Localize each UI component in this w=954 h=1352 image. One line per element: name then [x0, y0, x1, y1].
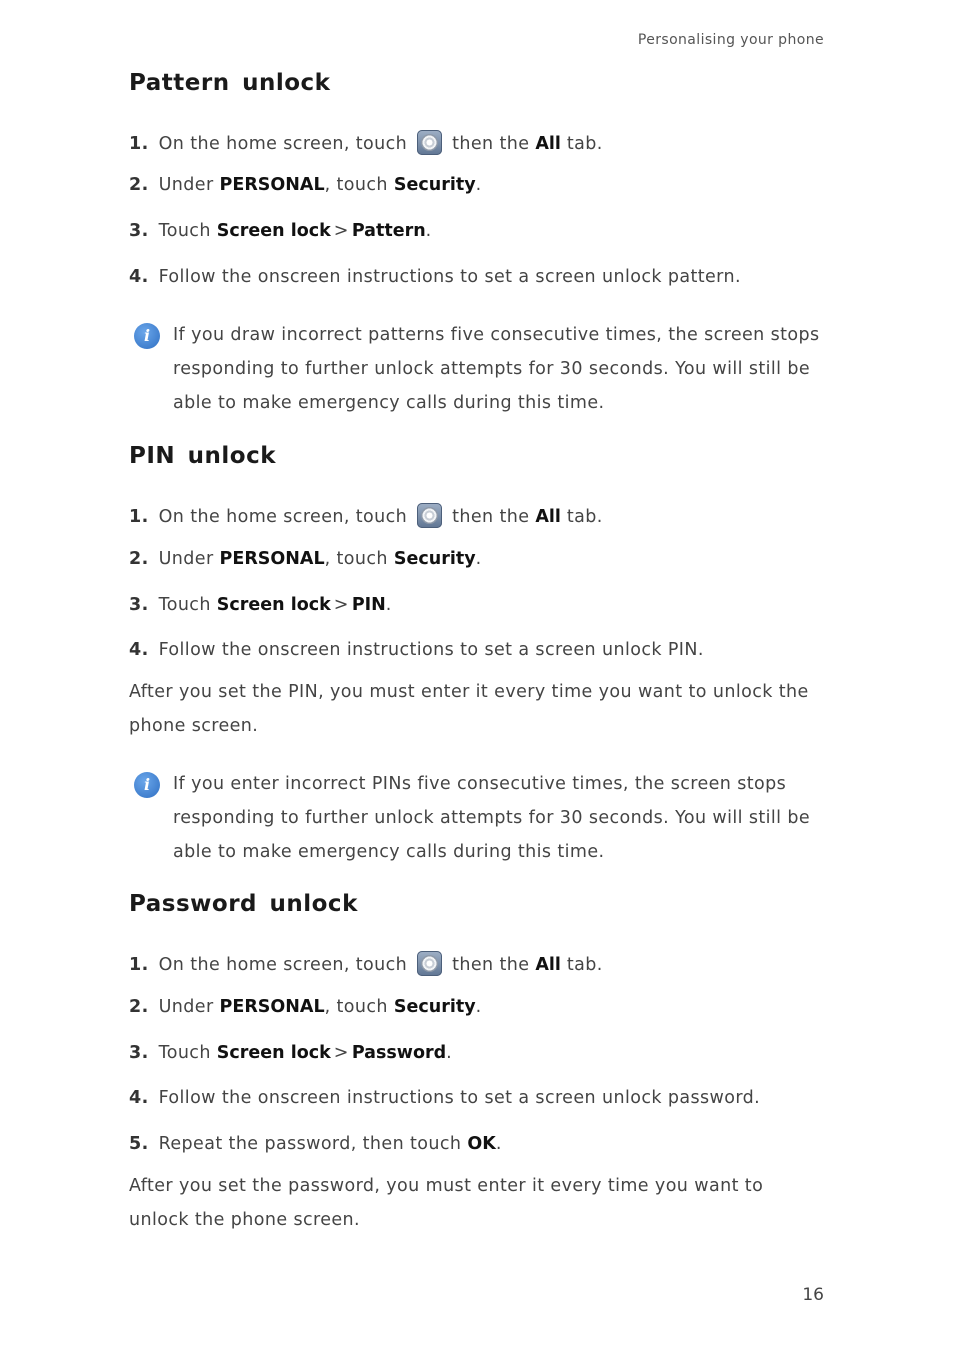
step-number: 3. [129, 221, 149, 241]
step-number: 5. [129, 1134, 149, 1154]
step-text: Touch [158, 595, 211, 615]
ui-term: PERSONAL [219, 175, 325, 195]
ui-term: Password [351, 1043, 447, 1063]
note-text: If you draw incorrect patterns five consecutive times, the screen stops responding to further unlock attempts for 30 seconds. You will still be able to make emergency calls during this time. [173, 325, 820, 413]
step-1 [129, 503, 603, 528]
ui-term: All [535, 955, 561, 975]
step-text: Follow the onscreen instructions to set a screen unlock PIN. [158, 640, 704, 660]
step-text: Touch [158, 1043, 211, 1063]
step-text: . [495, 1134, 502, 1154]
path-separator: > [333, 595, 349, 615]
ui-term: Screen lock [216, 1043, 331, 1063]
step-text: then the [452, 134, 530, 154]
ui-term: Security [393, 549, 476, 569]
step-number: 1. [129, 955, 149, 975]
settings-icon [417, 951, 442, 976]
step-text: tab. [566, 507, 603, 527]
step-number: 4. [129, 640, 149, 660]
step-text: . [385, 595, 392, 615]
ui-term: PERSONAL [219, 549, 325, 569]
ui-term: All [535, 507, 561, 527]
step-number: 1. [129, 134, 149, 154]
step-text: Follow the onscreen instructions to set a screen unlock pattern. [158, 267, 741, 287]
section-title-pin-unlock: PIN unlock [129, 443, 277, 469]
body-paragraph: After you set the PIN, you must enter it every time you want to unlock the phone screen. [129, 682, 809, 736]
ui-term: Security [393, 175, 476, 195]
step-number: 3. [129, 1043, 149, 1063]
step-1 [129, 951, 603, 976]
step-text: Follow the onscreen instructions to set a screen unlock password. [158, 1088, 761, 1108]
step-4 [129, 267, 741, 287]
step-text: tab. [566, 134, 603, 154]
ui-term: All [535, 134, 561, 154]
ui-term: PERSONAL [219, 997, 325, 1017]
step-4 [129, 1088, 760, 1108]
step-1 [129, 130, 603, 155]
step-text: On the home screen, touch [158, 134, 408, 154]
info-icon: i [134, 772, 160, 798]
step-number: 3. [129, 595, 149, 615]
step-5 [129, 1134, 502, 1154]
step-text: Under [158, 997, 214, 1017]
step-3 [129, 1043, 452, 1063]
path-separator: > [333, 1043, 349, 1063]
running-header: Personalising your phone [637, 32, 824, 48]
step-2 [129, 175, 482, 195]
step-text: tab. [566, 955, 603, 975]
section-title-pattern-unlock: Pattern unlock [129, 70, 331, 96]
step-number: 2. [129, 997, 149, 1017]
step-text: . [425, 221, 432, 241]
section-title-password-unlock: Password unlock [129, 891, 358, 917]
step-text: , touch [324, 997, 388, 1017]
step-2 [129, 549, 482, 569]
ui-term: Security [393, 997, 476, 1017]
step-text: On the home screen, touch [158, 955, 408, 975]
ui-term: Screen lock [216, 595, 331, 615]
step-text: On the home screen, touch [158, 507, 408, 527]
step-text: , touch [324, 549, 388, 569]
ui-term: Screen lock [216, 221, 331, 241]
settings-icon [417, 503, 442, 528]
page-number: 16 [802, 1285, 824, 1305]
settings-icon [417, 130, 442, 155]
step-text: , touch [324, 175, 388, 195]
step-text: Under [158, 549, 214, 569]
step-3 [129, 595, 392, 615]
step-text: Under [158, 175, 214, 195]
step-2 [129, 997, 482, 1017]
step-text: Repeat the password, then touch [158, 1134, 462, 1154]
step-text: . [475, 175, 482, 195]
step-number: 1. [129, 507, 149, 527]
ui-term: OK [467, 1134, 496, 1154]
step-4 [129, 640, 704, 660]
step-number: 2. [129, 549, 149, 569]
step-text: . [475, 997, 482, 1017]
step-3 [129, 221, 432, 241]
ui-term: PIN [351, 595, 386, 615]
note-text: If you enter incorrect PINs five consecutive times, the screen stops responding to further unlock attempts for 30 seconds. You will still be able to make emergency calls during this time. [173, 774, 811, 862]
step-number: 2. [129, 175, 149, 195]
step-number: 4. [129, 1088, 149, 1108]
ui-term: Pattern [351, 221, 426, 241]
body-paragraph: After you set the password, you must enter it every time you want to unlock the phone screen. [129, 1176, 764, 1230]
step-text: then the [452, 955, 530, 975]
step-text: then the [452, 507, 530, 527]
step-text: . [475, 549, 482, 569]
info-icon: i [134, 323, 160, 349]
step-text: Touch [158, 221, 211, 241]
path-separator: > [333, 221, 349, 241]
step-number: 4. [129, 267, 149, 287]
step-text: . [446, 1043, 453, 1063]
